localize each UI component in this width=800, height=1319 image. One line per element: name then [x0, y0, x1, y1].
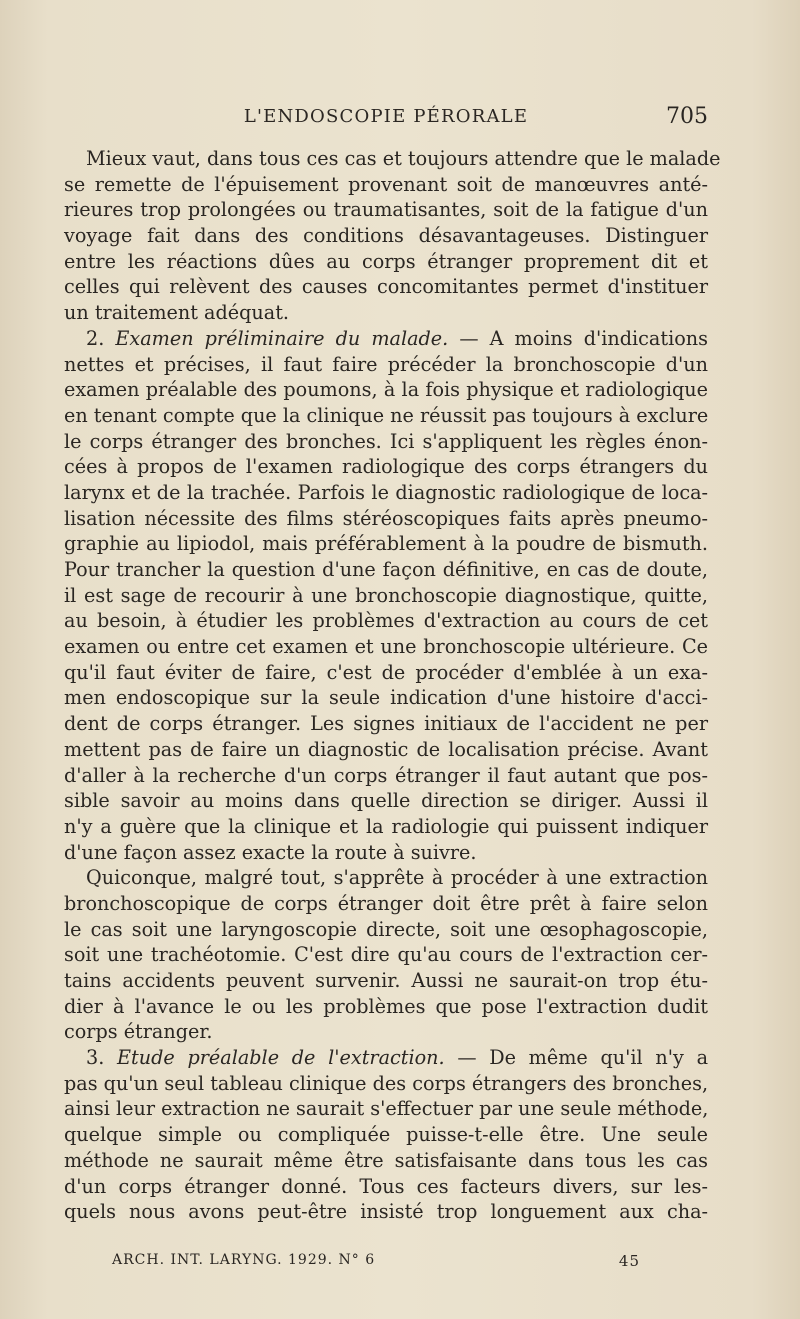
- text-line: dent de corps étranger. Les signes initiaux de l'accident ne per: [64, 712, 708, 736]
- section-number: 3.: [86, 1046, 105, 1070]
- text-line: d'un corps étranger donné. Tous ces facteurs divers, sur les-: [64, 1174, 708, 1198]
- text-line: en tenant compte que la clinique ne réussit pas toujours à exclure: [64, 403, 709, 427]
- text-line: il est sage de recourir à une bronchoscopie diagnostique, quitte,: [64, 583, 708, 607]
- text-line: qu'il faut éviter de faire, c'est de procéder d'emblée à un exa-: [64, 660, 708, 684]
- text-line: Pour trancher la question d'une façon définitive, en cas de doute,: [64, 558, 708, 581]
- text-line: larynx et de la trachée. Parfois le diagnostic radiologique de loca-: [64, 480, 708, 504]
- text-line: mettent pas de faire un diagnostic de localisation précise. Avant: [64, 737, 708, 761]
- text-fragment: — A moins d'indications: [459, 326, 708, 350]
- text-line: soit une trachéotomie. C'est dire qu'au cours de l'extraction cer-: [64, 943, 708, 967]
- text-line: nettes et précises, il faut faire précéder la bronchoscopie d'un: [64, 352, 708, 376]
- text-line: voyage fait dans des conditions désavantageuses. Distinguer: [64, 224, 708, 248]
- text-line: un traitement adéquat.: [64, 301, 290, 325]
- text-line: cées à propos de l'examen radiologique des corps étrangers du: [64, 455, 708, 479]
- section-heading: Examen préliminaire du malade.: [115, 326, 449, 350]
- text-line: men endoscopique sur la seule indication d'une histoire d'acci-: [64, 686, 708, 710]
- page-number: 705: [666, 104, 708, 129]
- section-heading-line: [64, 1045, 708, 1071]
- text-line: se remette de l'épuisement provenant soit de manœuvres anté-: [64, 172, 708, 196]
- text-line: Quiconque, malgré tout, s'apprête à procéder à une extraction: [86, 866, 708, 890]
- text-line: méthode ne saurait même être satisfaisante dans tous les cas: [64, 1148, 708, 1172]
- section-number: 2.: [86, 326, 105, 350]
- text-line: bronchoscopique de corps étranger doit être prêt à faire selon: [64, 891, 708, 915]
- text-line: examen préalable des poumons, à la fois physique et radiologique: [64, 378, 708, 402]
- text-line: le cas soit une laryngoscopie directe, soit une œsophagoscopie,: [64, 917, 708, 941]
- text-line: rieures trop prolongées ou traumatisantes, soit de la fatigue d'un: [64, 198, 708, 222]
- text-line: le corps étranger des bronches. Ici s'appliquent les règles énon-: [64, 429, 708, 453]
- text-line: celles qui relèvent des causes concomitantes permet d'instituer: [64, 275, 708, 299]
- printer-signature: 45: [618, 1252, 640, 1270]
- section-heading: Etude préalable de l'extraction.: [117, 1046, 445, 1070]
- paragraph-2: [64, 326, 708, 865]
- page-footer: [112, 1252, 640, 1276]
- text-line: dier à l'avance le ou les problèmes que pose l'extraction dudit: [64, 994, 708, 1018]
- text-line: quelque simple ou compliquée puisse-t-elle être. Une seule: [64, 1123, 708, 1147]
- text-line: examen ou entre cet examen et une bronchoscopie ultérieure. Ce: [64, 635, 708, 659]
- text-line: Mieux vaut, dans tous ces cas et toujours attendre que le malade: [86, 147, 721, 170]
- paragraph-3: [64, 865, 708, 1045]
- running-title: L'ENDOSCOPIE PÉRORALE: [243, 106, 529, 127]
- text-line: tains accidents peuvent survenir. Aussi ne saurait-on trop étu-: [64, 969, 708, 992]
- text-line: graphie au lipiodol, mais préférablement à la poudre de bismuth.: [64, 532, 708, 556]
- text-line: au besoin, à étudier les problèmes d'extraction au cours de cet: [64, 609, 708, 633]
- section-heading-line: [64, 326, 708, 352]
- text-fragment: — De même qu'il n'y a: [457, 1046, 709, 1070]
- text-line: lisation nécessite des films stéréoscopiques faits après pneumo-: [64, 506, 708, 530]
- text-line: d'aller à la recherche d'un corps étranger il faut autant que pos-: [64, 763, 708, 787]
- text-line: pas qu'un seul tableau clinique des corps étrangers des bronches,: [64, 1071, 709, 1095]
- body-text: [64, 146, 721, 1225]
- text-line: ainsi leur extraction ne saurait s'effectuer par une seule méthode,: [64, 1097, 709, 1121]
- page-header: [64, 104, 708, 134]
- text-line: entre les réactions dûes au corps étranger proprement dit et: [64, 249, 708, 273]
- text-line: corps étranger.: [64, 1020, 213, 1044]
- text-line: sible savoir au moins dans quelle direction se diriger. Aussi il: [64, 789, 708, 813]
- text-line: n'y a guère que la clinique et la radiologie qui puissent indiquer: [64, 814, 708, 838]
- journal-reference: ARCH. INT. LARYNG. 1929. N° 6: [112, 1252, 376, 1268]
- paragraph-1: [64, 146, 721, 326]
- text-line: quels nous avons peut-être insisté trop longuement aux cha-: [64, 1200, 708, 1224]
- text-line: d'une façon assez exacte la route à suivre.: [64, 840, 477, 864]
- paragraph-4: [64, 1045, 708, 1225]
